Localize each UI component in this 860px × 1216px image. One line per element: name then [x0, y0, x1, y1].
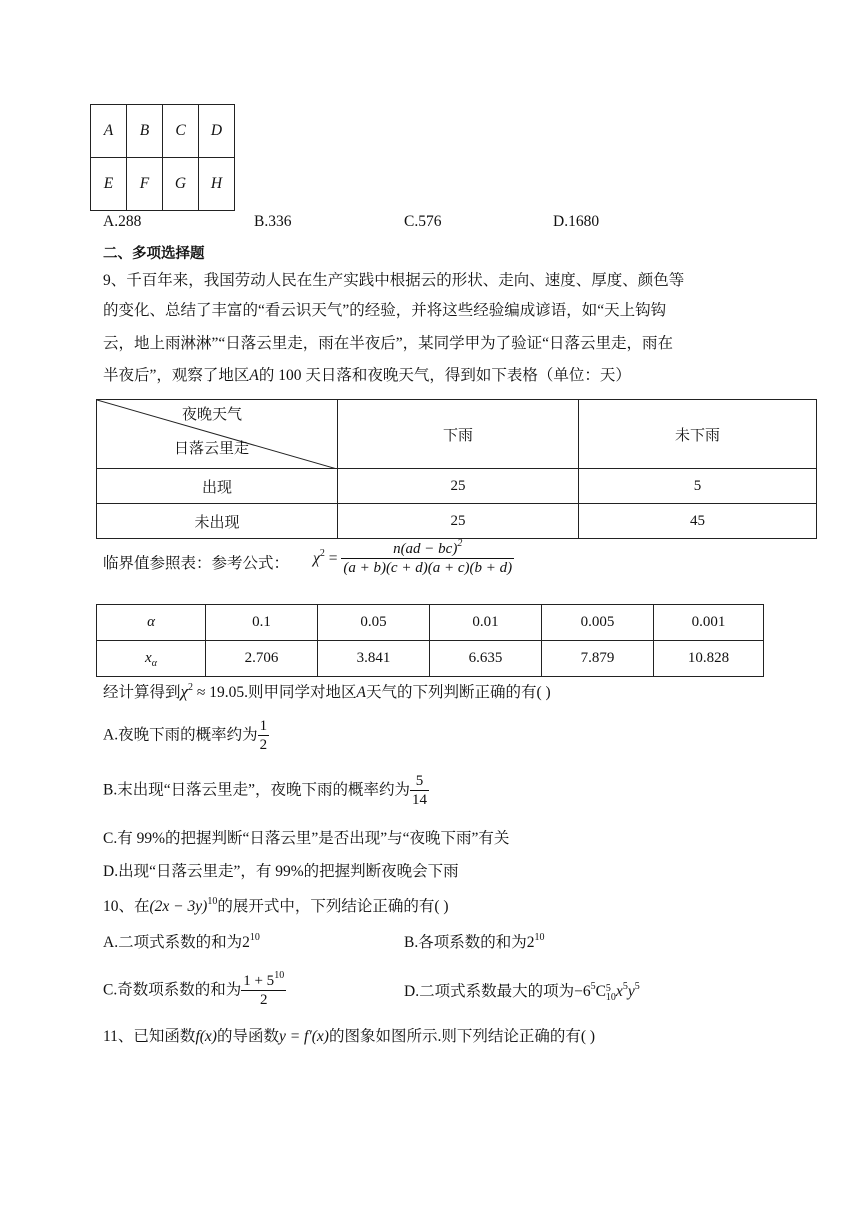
- q10-exp: 10: [207, 896, 218, 907]
- q9-option-d: D.出现“日落云里走”，有 99%的把握判断夜晚会下雨: [103, 863, 459, 880]
- grid-cell: G: [163, 158, 199, 211]
- q10-option-d-text: D.二项式系数最大的项为: [404, 983, 575, 1000]
- critical-value: 2.706: [206, 641, 318, 677]
- critical-value: 10.828: [654, 641, 764, 677]
- critical-value: 7.879: [542, 641, 654, 677]
- q9-line-2: 的变化、总结了丰富的“看云识天气”的经验，并将这些经验编成谚语，如“天上钩钩: [103, 302, 667, 319]
- q10-option-c: [103, 972, 286, 1009]
- grid-cell: H: [199, 158, 235, 211]
- frac-num-exp: 10: [274, 970, 285, 981]
- frac-den: 2: [259, 992, 268, 1008]
- frac-num-text: 1 + 5: [243, 973, 275, 989]
- calc-after: 天气的下列判断正确的有( ): [366, 684, 551, 701]
- q11-after: 的图象如图所示.则下列结论正确的有( ): [328, 1028, 596, 1045]
- q9-option-a-text: A.夜晚下雨的概率约为: [103, 726, 258, 744]
- cell-value: 25: [338, 469, 579, 504]
- cell-value: 45: [579, 504, 817, 539]
- q10-expr: (2x − 3y): [149, 898, 208, 915]
- alpha-value: 0.05: [318, 605, 430, 641]
- q10-option-a-text: A.二项式系数的和为: [103, 934, 243, 951]
- table-row: [97, 504, 817, 539]
- q10-stem: [103, 897, 449, 917]
- diagonal-header-cell: [97, 400, 338, 469]
- formula-label: 临界值参照表：参考公式：: [103, 555, 290, 572]
- q11-before: 11、已知函数: [103, 1028, 196, 1045]
- q10-stem-before: 10、在: [103, 898, 150, 915]
- q9-line-1: 9、千百年来，我国劳动人民在生产实践中根据云的形状、走向、速度、厚度、颜色等: [103, 272, 685, 289]
- q10-option-d-c: C: [595, 983, 606, 1000]
- q9-line-4: [103, 366, 631, 386]
- header-rain: 下雨: [338, 400, 579, 469]
- binom-sub: 10: [605, 992, 616, 1003]
- q10-option-a-exp: 10: [249, 932, 260, 943]
- diag-header-bottom: 日落云里走: [174, 441, 250, 457]
- frac-num: 1: [259, 718, 268, 734]
- q9-option-a: [103, 717, 269, 754]
- q11-mid: 的导函数: [216, 1028, 279, 1045]
- critical-value: 6.635: [430, 641, 542, 677]
- frac-den: 2: [259, 737, 268, 753]
- q10-option-d-exp: 5: [590, 981, 596, 992]
- row-label: 未出现: [97, 504, 338, 539]
- grid-cell: D: [199, 105, 235, 158]
- q9-option-c: C.有 99%的把握判断“日落云里”是否出现”与“夜晚下雨”有关: [103, 830, 510, 847]
- calc-chi: χ: [180, 682, 188, 701]
- formula-numerator: n(ad − bc)$^2$: [341, 540, 514, 559]
- letter-grid: [90, 104, 235, 211]
- q9-region-var: A: [249, 367, 259, 384]
- critical-value: 3.841: [318, 641, 430, 677]
- q8-option-c: C.576: [404, 213, 442, 230]
- q10-option-a: [103, 933, 260, 953]
- alpha-value: 0.005: [542, 605, 654, 641]
- grid-cell: C: [163, 105, 199, 158]
- cell-value: 25: [338, 504, 579, 539]
- q11-func: f(x): [195, 1028, 217, 1045]
- q8-option-a: A.288: [103, 213, 142, 230]
- binom-sup: 5: [605, 983, 611, 994]
- alpha-value: 0.1: [206, 605, 318, 641]
- critical-value-table: [96, 604, 764, 677]
- q10-option-d-expr: −6: [574, 983, 591, 1000]
- q10-option-a-base: 2: [242, 934, 250, 951]
- grid-cell: F: [127, 158, 163, 211]
- alpha-value: 0.01: [430, 605, 542, 641]
- grid-cell: A: [91, 105, 127, 158]
- table-row: [97, 469, 817, 504]
- q11-derivative: y = f′(x): [278, 1028, 329, 1045]
- q10-option-c-text: C.奇数项系数的和为: [103, 981, 242, 999]
- calc-mid: .则甲同学对地区: [244, 684, 357, 701]
- q9-line-4-after: 的 100 天日落和夜晚天气，得到如下表格（单位：天）: [258, 367, 631, 384]
- formula-denominator: (a + b)(c + d)(a + c)(b + d): [343, 560, 513, 576]
- x-label: x: [145, 650, 152, 666]
- q10-option-b-base: 2: [526, 934, 535, 951]
- frac-num: 5: [410, 772, 429, 791]
- header-no-rain: 未下雨: [579, 400, 817, 469]
- q11-stem: [103, 1027, 595, 1047]
- q8-option-b: B.336: [254, 213, 292, 230]
- calc-before: 经计算得到: [103, 684, 181, 701]
- grid-cell: E: [91, 158, 127, 211]
- q10-option-b-text: B.各项系数的和为: [404, 934, 527, 951]
- alpha-label: α: [97, 605, 206, 641]
- q9-line-4-before: 半夜后”，观察了地区: [103, 367, 250, 384]
- q10-option-b: [404, 933, 544, 953]
- q10-stem-after: 的展开式中，下列结论正确的有( ): [217, 898, 449, 915]
- frac-num: [241, 972, 286, 991]
- q9-option-b: [103, 772, 429, 809]
- x-sub: α: [151, 658, 157, 669]
- q9-option-b-text: B.末出现“日落云里走”，夜晚下雨的概率约为: [103, 781, 410, 799]
- frac-den: 14: [411, 792, 427, 808]
- chi-formula: $\chi^2$ = $\frac{n(ad - bc)^2}{(a + b)(c + d)(a + c)(b + d)}$: [313, 538, 513, 576]
- diag-header-top: 夜晚天气: [182, 407, 243, 423]
- q10-option-d: D.二项式系数最大的项为$-6^5C$ 5 10 $x^5y^5$: [404, 981, 640, 1003]
- row-label: 出现: [97, 469, 338, 504]
- calc-var: A: [356, 684, 366, 701]
- calc-line: 经计算得到$\chi^2 \approx 19.05$.则甲同学对地区A天气的下列判断正确的有( ): [103, 682, 551, 701]
- section-heading: 二、多项选择题: [103, 246, 205, 262]
- calc-value: ≈ 19.05: [193, 684, 245, 701]
- q9-line-3: 云，地上雨淋淋”“日落云里走，雨在半夜后”，某同学甲为了验证“日落云里走，雨在: [103, 335, 674, 352]
- cell-value: 5: [579, 469, 817, 504]
- contingency-table: [96, 399, 817, 539]
- x-alpha-label: [97, 641, 206, 677]
- formula-numerator-text: n(ad − bc): [393, 541, 458, 557]
- grid-cell: B: [127, 105, 163, 158]
- formula-lhs: χ: [313, 549, 320, 567]
- alpha-value: 0.001: [654, 605, 764, 641]
- q10-option-b-exp: 10: [534, 932, 545, 943]
- q8-option-d: D.1680: [553, 213, 600, 230]
